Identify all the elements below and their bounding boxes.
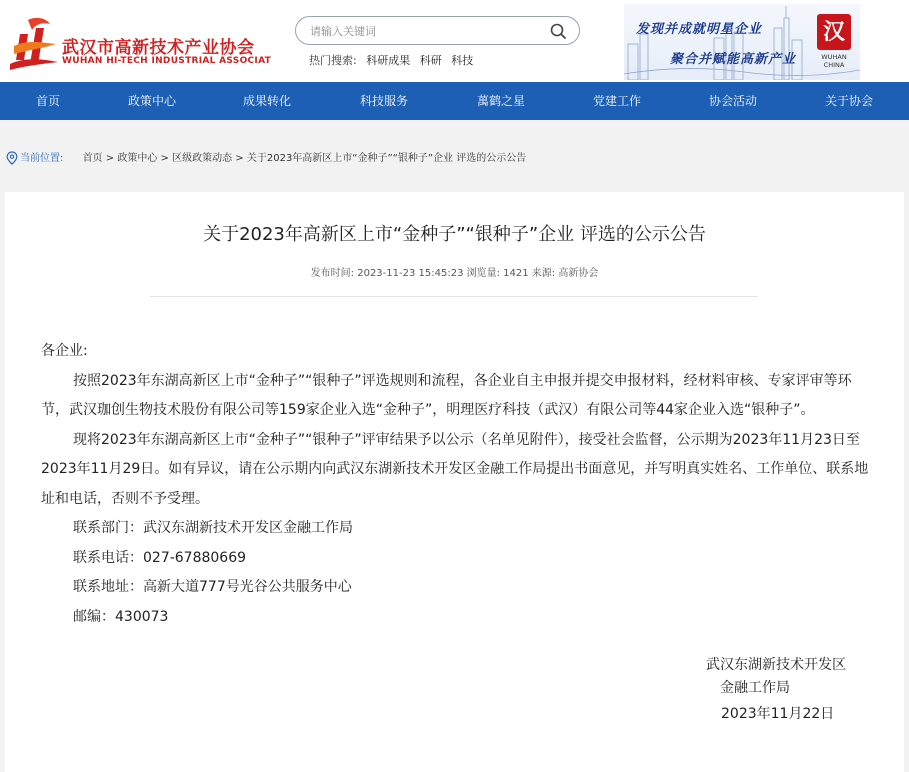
breadcrumb-sep: >	[105, 153, 115, 164]
contact-phone: 联系电话：027-67880669	[73, 549, 247, 566]
breadcrumb	[6, 149, 526, 165]
logo-mark-icon	[6, 14, 64, 72]
signature-bureau: 金融工作局	[720, 680, 790, 696]
article-greeting: 各企业:	[41, 343, 88, 359]
contact-zipcode: 邮编：430073	[73, 608, 169, 625]
search-bar	[295, 16, 580, 45]
breadcrumb-district[interactable]: 区级政策动态	[172, 153, 233, 164]
breadcrumb-sep: >	[160, 153, 169, 164]
main-nav	[0, 82, 909, 120]
hot-keyword[interactable]: 科研成果	[366, 54, 411, 67]
article-paragraph: 现将2023年东湖高新区上市“金种子”“银种子”评审结果予以公示（名单见附件），接受社会监督，公示期为2023年11月23日至2023年11月29日。如有异议，请在公示期内向武汉东湖新技术开发区金融工作局提出书面意见，并写明真实姓名、工作单位、联系地址和电话，否则不予受理。	[41, 431, 869, 507]
hot-keyword[interactable]: 科研	[419, 54, 442, 67]
wuhan-seal-icon: 汉	[817, 14, 851, 50]
breadcrumb-current[interactable]: 关于2023年高新区上市“金种子”“银种子”企业 评选的公示公告	[246, 153, 527, 164]
nav-item-achievements[interactable]: 成果转化	[242, 94, 291, 108]
breadcrumb-policy[interactable]: 政策中心	[117, 153, 158, 164]
nav-item-home[interactable]: 首页	[35, 94, 60, 108]
breadcrumb-sep: >	[235, 153, 244, 164]
site-logo[interactable]	[6, 14, 272, 74]
article-meta: 发布时间: 2023-11-23 15:45:23 浏览量: 1421 来源: 高新协会	[310, 268, 599, 279]
banner-slogan-2: 聚合并赋能高新产业	[670, 52, 797, 67]
hot-search-label: 热门搜索:	[309, 54, 357, 67]
title-divider	[150, 296, 758, 297]
logo-title-en: WUHAN HI-TECH INDUSTRIAL ASSOCIAT	[62, 56, 272, 66]
article-card	[5, 192, 904, 772]
article-body	[41, 337, 871, 632]
breadcrumb-label: 当前位置:	[20, 153, 64, 164]
logo-title-cn: 武汉市高新技术产业协会	[62, 38, 255, 58]
header-banner	[624, 4, 860, 80]
breadcrumb-home[interactable]: 首页	[82, 153, 103, 164]
site-header	[0, 0, 909, 82]
hot-search	[309, 52, 479, 68]
search-input[interactable]	[310, 22, 540, 40]
article-paragraph: 按照2023年东湖高新区上市“金种子”“银种子”评选规则和流程，各企业自主申报并提交申报材料，经材料审核、专家评审等环节，武汉珈创生物技术股份有限公司等159家企业入选“金种子”，明理医疗科技（武汉）有限公司等44家企业入选“银种子”。	[41, 372, 852, 418]
nav-item-about[interactable]: 关于协会	[824, 94, 873, 108]
nav-item-services[interactable]: 科技服务	[359, 94, 408, 108]
signature-date: 2023年11月22日	[721, 706, 835, 722]
contact-address: 联系地址：高新大道777号光谷公共服务中心	[73, 579, 352, 595]
nav-item-stars[interactable]: 萬鹤之星	[476, 94, 525, 108]
article-title: 关于2023年高新区上市“金种子”“银种子”企业 评选的公示公告	[203, 224, 706, 245]
wuhan-seal-caption: WUHAN CHINA	[821, 53, 847, 69]
nav-item-policy[interactable]: 政策中心	[127, 94, 176, 108]
hot-keyword[interactable]: 科技	[451, 54, 474, 67]
location-pin-icon	[6, 151, 18, 165]
search-icon[interactable]	[549, 22, 567, 40]
nav-item-party[interactable]: 党建工作	[592, 94, 641, 108]
banner-slogan-1: 发现并成就明星企业	[636, 22, 763, 37]
signature-org: 武汉东湖新技术开发区	[706, 657, 846, 673]
nav-item-activities[interactable]: 协会活动	[708, 94, 757, 108]
contact-department: 联系部门：武汉东湖新技术开发区金融工作局	[73, 520, 353, 536]
